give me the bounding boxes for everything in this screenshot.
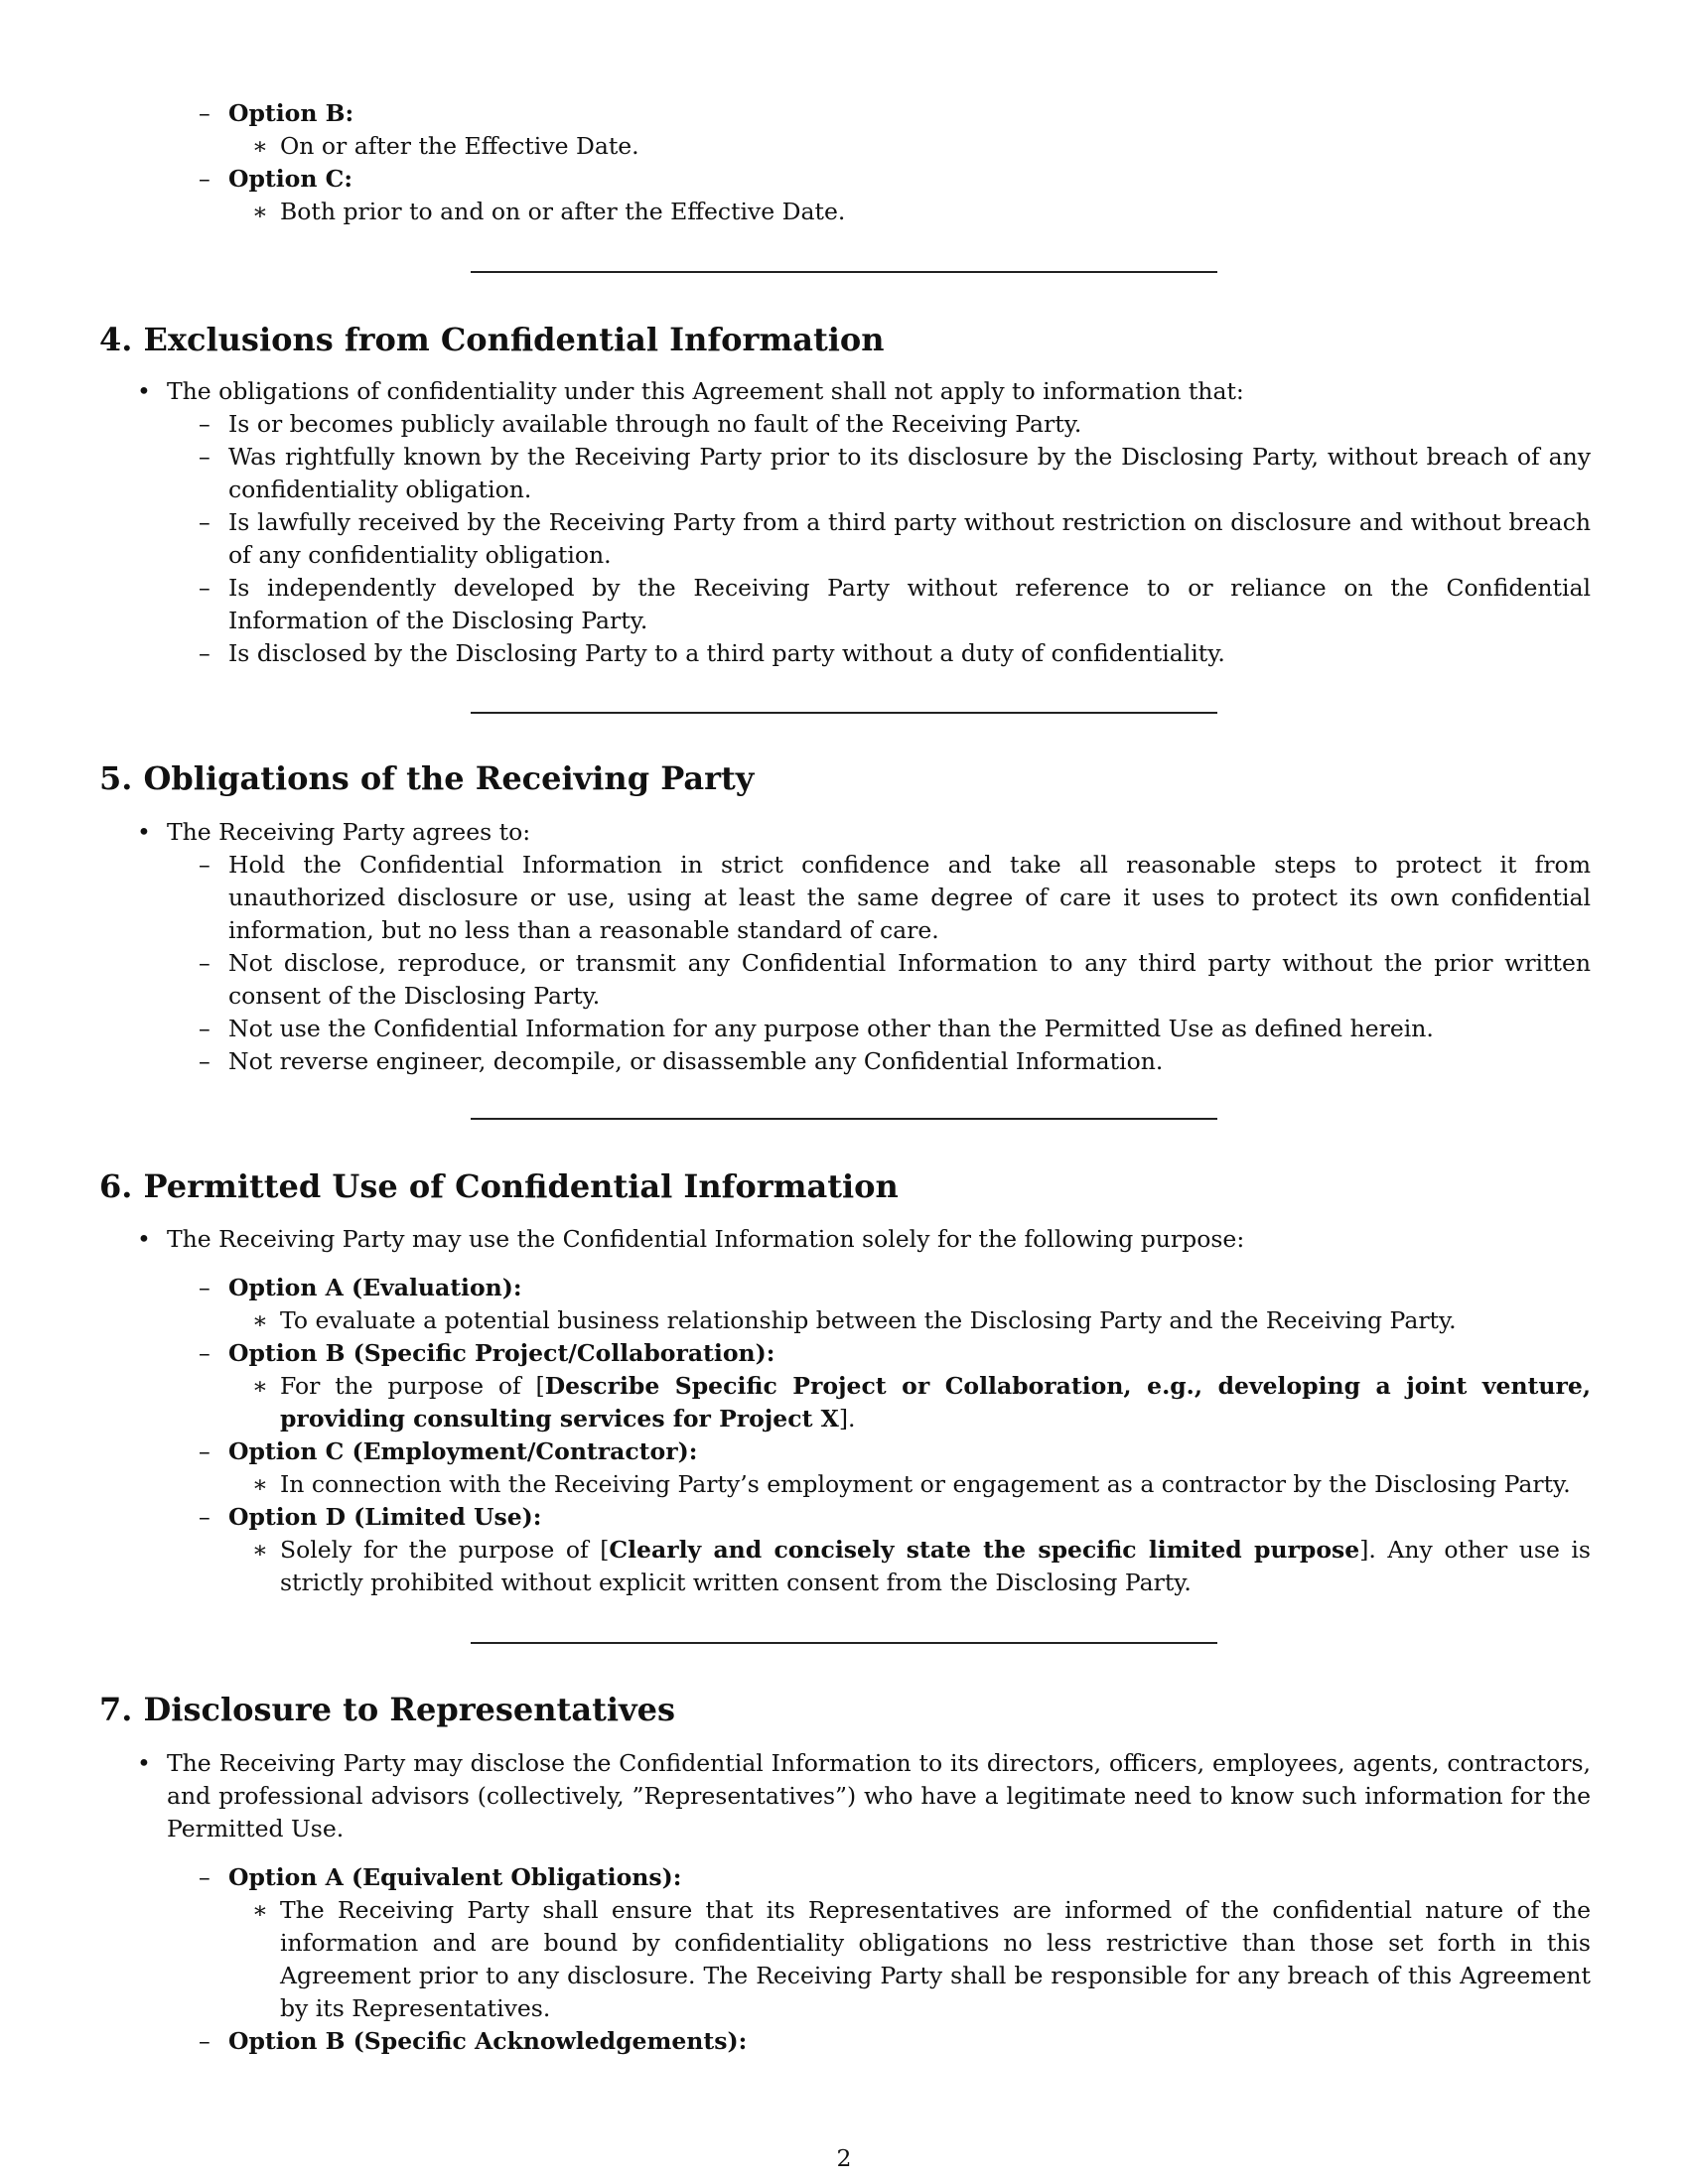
section-divider — [471, 271, 1217, 273]
dash-marker: – — [199, 410, 211, 438]
bullet-marker: • — [137, 1749, 151, 1777]
list-item — [252, 1468, 1591, 1501]
section-divider — [471, 1118, 1217, 1120]
list-item — [199, 1861, 1591, 1894]
dash-marker: – — [199, 1015, 211, 1042]
dash-marker: – — [199, 949, 211, 977]
section-5-heading: 5. Obligations of the Receiving Party — [99, 759, 755, 797]
bullet-text: The obligations of confidentiality under this Agreement shall not apply to information that: — [167, 377, 1244, 405]
dash-marker: – — [199, 574, 211, 602]
star-marker: ∗ — [252, 1896, 268, 1924]
option-label: Option C: — [228, 165, 353, 193]
section-4-body — [0, 375, 1688, 670]
list-item — [252, 1894, 1591, 2025]
item-text: Hold the Confidential Information in strict confidence and take all reasonable steps to protect it from unauthorized disclosure or use, using at least the same degree of care it uses to protect its own confidential information, but no less than a reasonable standard of care. — [228, 851, 1591, 944]
option-label: Option B (Specific Acknowledgements): — [228, 2027, 748, 2055]
dash-marker: – — [199, 165, 211, 193]
option-label: Option A (Evaluation): — [228, 1274, 522, 1301]
list-item — [199, 163, 1591, 196]
list-item — [199, 506, 1591, 572]
option-label: Option C (Employment/Contractor): — [228, 1437, 698, 1465]
dash-marker: – — [199, 1047, 211, 1075]
bullet-text: The Receiving Party agrees to: — [167, 818, 531, 846]
option-text: In connection with the Receiving Party’s employment or engagement as a contractor by the Disclosing Party. — [280, 1470, 1571, 1498]
list-item — [137, 375, 1591, 408]
dash-marker: – — [199, 1503, 211, 1531]
section-7-heading: 7. Disclosure to Representatives — [99, 1691, 675, 1728]
section-5-body — [0, 816, 1688, 1078]
star-marker: ∗ — [252, 1470, 268, 1498]
list-item — [199, 441, 1591, 506]
list-item — [199, 97, 1591, 130]
option-label: Option D (Limited Use): — [228, 1503, 542, 1531]
option-text: To evaluate a potential business relationship between the Disclosing Party and the Receiving Party. — [280, 1306, 1457, 1334]
star-marker: ∗ — [252, 132, 268, 160]
list-item — [199, 947, 1591, 1013]
page-number: 2 — [836, 2144, 852, 2172]
section-divider — [471, 1642, 1217, 1644]
list-item — [199, 1337, 1591, 1370]
list-item — [199, 572, 1591, 637]
section-6-heading: 6. Permitted Use of Confidential Information — [99, 1167, 899, 1205]
list-item — [199, 1013, 1591, 1045]
dash-marker: – — [199, 443, 211, 471]
dash-marker: – — [199, 508, 211, 536]
list-item — [137, 1747, 1591, 1845]
dash-marker: – — [199, 639, 211, 667]
item-text: Not disclose, reproduce, or transmit any Confidential Information to any third party without the prior written consent of the Disclosing Party. — [228, 949, 1591, 1010]
item-text: Not reverse engineer, decompile, or disassemble any Confidential Information. — [228, 1047, 1164, 1075]
placeholder-text: Clearly and concisely state the specific limited purpose — [609, 1536, 1360, 1564]
option-text-prefix: For the purpose of [ — [280, 1372, 545, 1400]
option-label: Option A (Equivalent Obligations): — [228, 1863, 682, 1891]
list-item — [252, 196, 1591, 228]
placeholder-text: Describe Specific Project or Collaboration, e.g., developing a joint venture, providing consulting services for Project X — [280, 1372, 1591, 1433]
list-item — [199, 1272, 1591, 1304]
item-text: Is or becomes publicly available through no fault of the Receiving Party. — [228, 410, 1082, 438]
section-6-body — [0, 1223, 1688, 1599]
list-item — [199, 2025, 1591, 2058]
section-7-body — [0, 1747, 1688, 2058]
option-label: Option B: — [228, 99, 354, 127]
list-item — [137, 816, 1591, 849]
list-item — [199, 1501, 1591, 1534]
list-item — [252, 1534, 1591, 1599]
star-marker: ∗ — [252, 1372, 268, 1400]
list-item — [199, 849, 1591, 947]
dash-marker: – — [199, 99, 211, 127]
dash-marker: – — [199, 1339, 211, 1367]
top-options — [0, 97, 1688, 228]
bullet-marker: • — [137, 818, 151, 846]
item-text: Is disclosed by the Disclosing Party to a third party without a duty of confidentiality. — [228, 639, 1225, 667]
dash-marker: – — [199, 851, 211, 879]
item-text: Not use the Confidential Information for any purpose other than the Permitted Use as defined herein. — [228, 1015, 1434, 1042]
option-text: Both prior to and on or after the Effective Date. — [280, 198, 846, 225]
list-item — [199, 637, 1591, 670]
option-label: Option B (Specific Project/Collaboration): — [228, 1339, 775, 1367]
list-item — [252, 1370, 1591, 1435]
section-divider — [471, 712, 1217, 714]
bullet-text: The Receiving Party may use the Confidential Information solely for the following purpose: — [167, 1225, 1245, 1253]
item-text: Is independently developed by the Receiving Party without reference to or reliance on the Confidential Information of the Disclosing Party. — [228, 574, 1591, 634]
star-marker: ∗ — [252, 198, 268, 225]
option-text-suffix: ]. Any other use is strictly prohibited without explicit written consent from the Disclosing Party. — [280, 1536, 1591, 1596]
item-text: Was rightfully known by the Receiving Party prior to its disclosure by the Disclosing Party, without breach of any confidentiality obligation. — [228, 443, 1591, 503]
bullet-marker: • — [137, 1225, 151, 1253]
dash-marker: – — [199, 1437, 211, 1465]
dash-marker: – — [199, 1863, 211, 1891]
option-text-prefix: Solely for the purpose of [ — [280, 1536, 610, 1564]
list-item — [199, 1435, 1591, 1468]
bullet-text: The Receiving Party may disclose the Confidential Information to its directors, officers, employees, agents, contractors, and professional advisors (collectively, ”Representatives”) who have a legitimate need to know such information for the Permitted Use. — [167, 1749, 1591, 1843]
dash-marker: – — [199, 2027, 211, 2055]
item-text: Is lawfully received by the Receiving Party from a third party without restriction on disclosure and without breach of any confidentiality obligation. — [228, 508, 1591, 569]
list-item — [252, 130, 1591, 163]
option-text-suffix: ]. — [838, 1405, 856, 1433]
star-marker: ∗ — [252, 1306, 268, 1334]
list-item — [199, 1045, 1591, 1078]
list-item — [252, 1304, 1591, 1337]
option-text: On or after the Effective Date. — [280, 132, 639, 160]
bullet-marker: • — [137, 377, 151, 405]
option-text: The Receiving Party shall ensure that its Representatives are informed of the confidential nature of the information and are bound by confidentiality obligations no less restrictive than those set forth in this Agreement prior to any disclosure. The Receiving Party shall be responsible for any breach of this Agreement by its Representatives. — [280, 1896, 1591, 2022]
list-item — [137, 1223, 1591, 1256]
dash-marker: – — [199, 1274, 211, 1301]
list-item — [199, 408, 1591, 441]
section-4-heading: 4. Exclusions from Confidential Information — [99, 321, 885, 358]
star-marker: ∗ — [252, 1536, 268, 1564]
